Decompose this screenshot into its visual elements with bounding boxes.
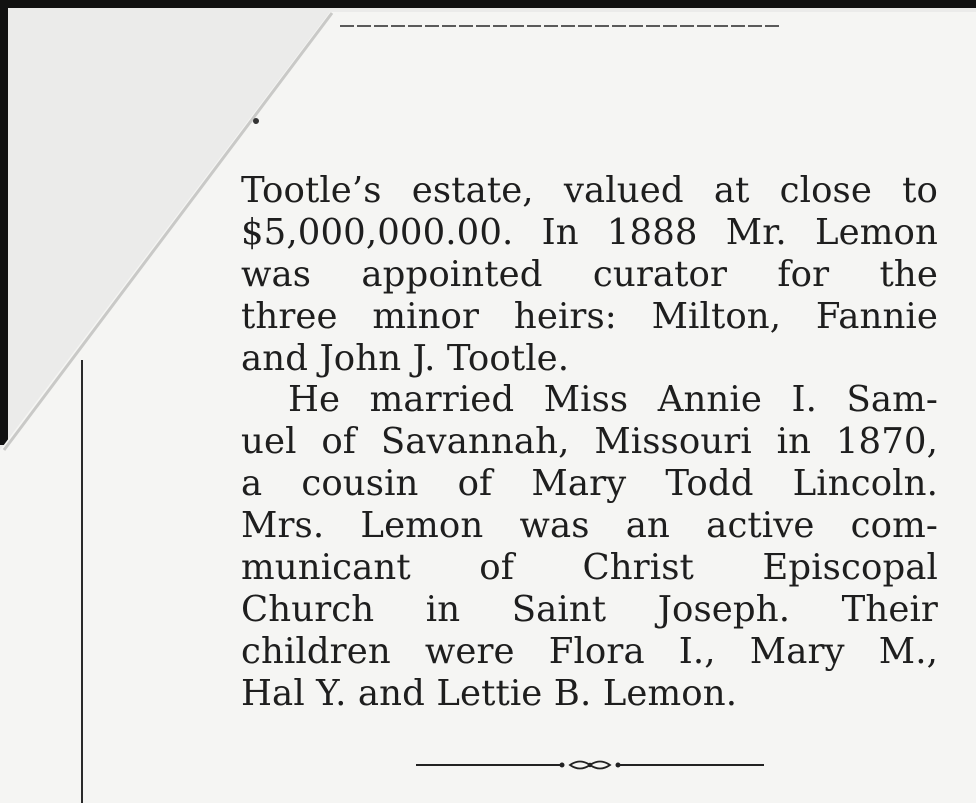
text-line: three minor heirs: Milton, Fannie (241, 295, 938, 337)
ornamental-divider (410, 755, 770, 775)
text-line: Mrs. Lemon was an active com- (241, 505, 938, 547)
paragraph-1 (241, 170, 938, 379)
article-text (241, 170, 938, 715)
text-line: children were Flora I., Mary M., (241, 630, 938, 672)
text-line: $5,000,000.00. In 1888 Mr. Lemon (241, 211, 938, 253)
text-line: He married Miss Annie I. Sam- (288, 379, 938, 421)
text-line: municant of Christ Episcopal (241, 547, 938, 589)
frame-left-edge (0, 0, 8, 445)
text-line: Church in Saint Joseph. Their (241, 588, 938, 630)
text-line: uel of Savannah, Missouri in 1870, (241, 421, 938, 463)
text-line: Hal Y. and Lettie B. Lemon. (241, 672, 738, 714)
ink-speck (253, 118, 259, 124)
frame-top-edge (0, 0, 976, 8)
paragraph-2 (241, 379, 938, 714)
text-line: a cousin of Mary Todd Lincoln. (241, 463, 938, 505)
text-line: was appointed curator for the (241, 253, 938, 295)
text-line: Tootle’s estate, valued at close to (241, 170, 938, 211)
text-line: and John J. Tootle. (241, 337, 570, 379)
